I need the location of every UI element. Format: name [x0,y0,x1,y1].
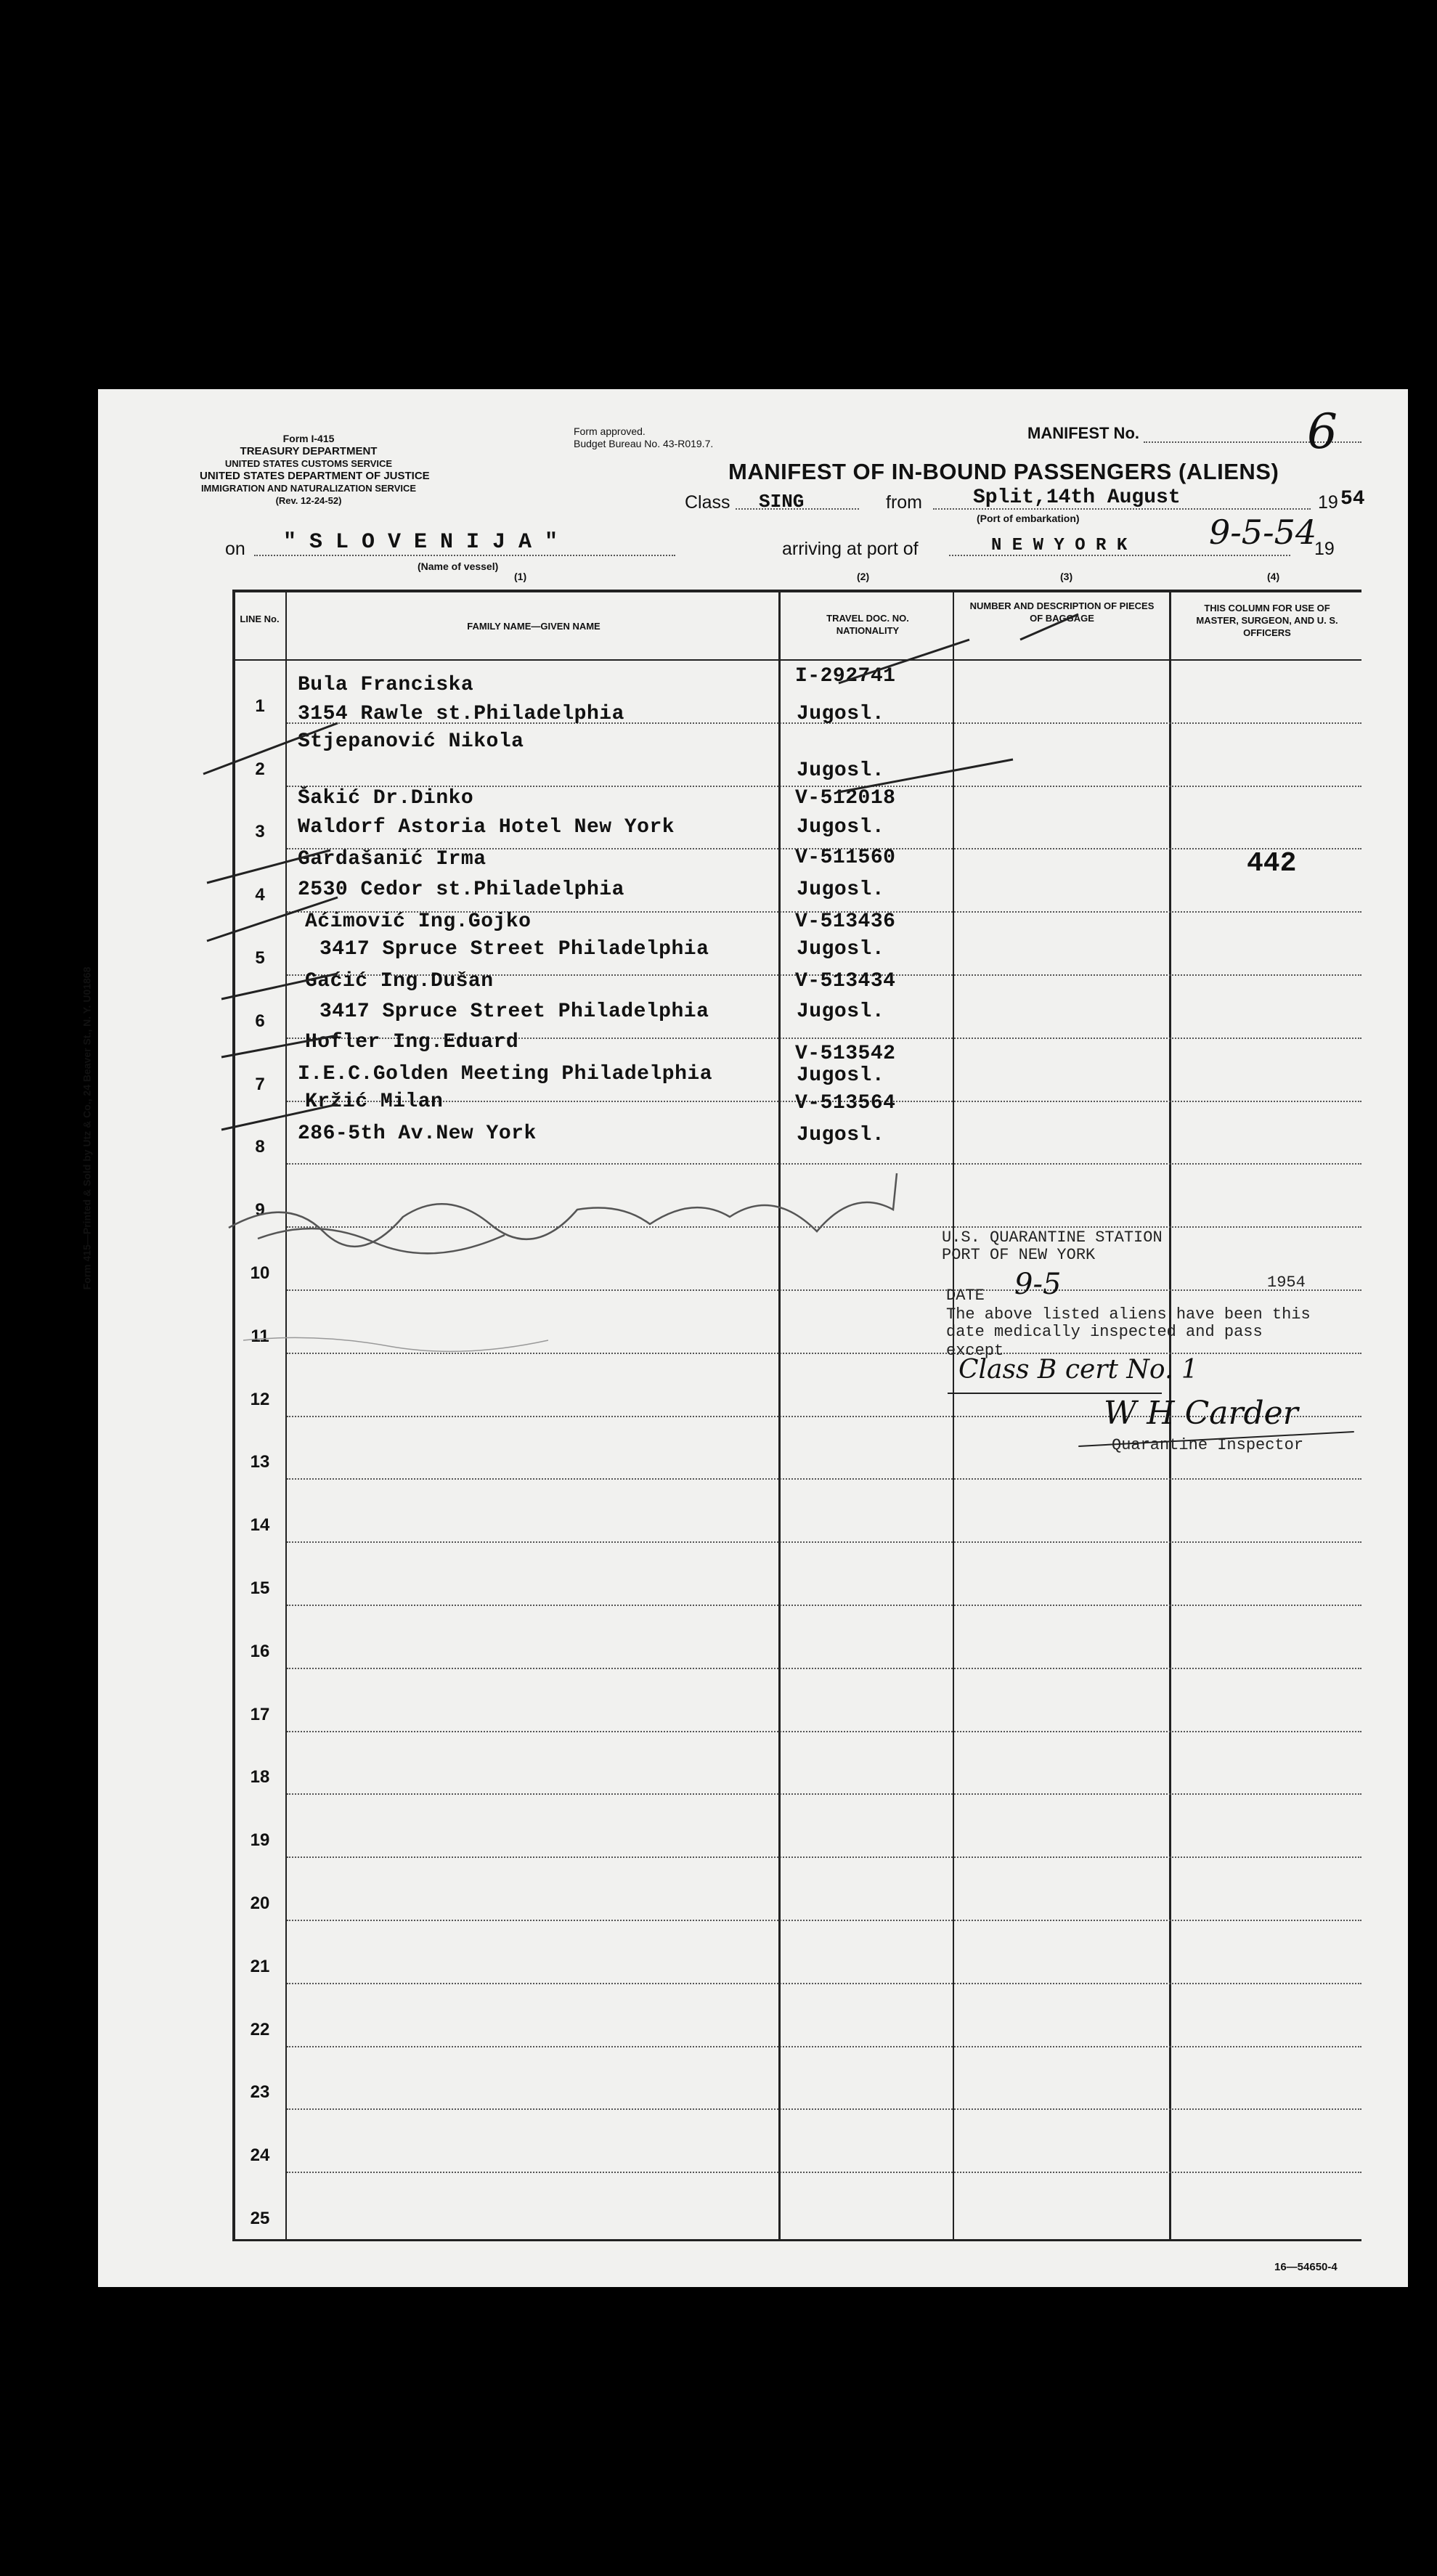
passenger-address: 3154 Rawle st.Philadelphia [298,703,624,725]
travel-doc-number: V-511560 [795,847,896,869]
nationality: Jugosl. [797,816,885,839]
passenger-address: 2530 Cedor st.Philadelphia [298,879,624,901]
revision: (Rev. 12-24-52) [275,495,342,506]
budget-bureau: Budget Bureau No. 43-R019.7. [574,438,714,449]
line-number: 12 [250,1389,270,1409]
passenger-name: Aćimović Ing.Gojko [305,910,532,933]
passenger-name: Bula Franciska [298,674,474,696]
ins-name: IMMIGRATION AND NATURALIZATION SERVICE [200,483,417,494]
line-number: 21 [250,1956,270,1976]
col-header-line: LINE No. [240,614,280,624]
line-number: 1 [255,696,265,716]
col-header-baggage: NUMBER AND DESCRIPTION OF PIECES OF BAGGAGE [969,600,1155,624]
line-number: 8 [255,1137,265,1157]
col-header-officers: THIS COLUMN FOR USE OF MASTER, SURGEON, AND U. S. OFFICERS [1196,603,1338,638]
passenger-address: 3417 Spruce Street Philadelphia [319,938,709,961]
footer-code: 16—54650-4 [1274,2261,1338,2273]
passenger-name: Šakić Dr.Dinko [298,787,474,810]
stamp-note: Class B cert No. 1 [958,1355,1198,1385]
nationality: Jugosl. [797,879,885,901]
manifest-sheet [81,389,1408,2287]
passenger-address: Waldorf Astoria Hotel New York [298,816,675,839]
nationality: Jugosl. [797,1064,885,1087]
col-marker-2: (2) [857,571,870,582]
nationality: Jugosl. [797,703,885,725]
embark-caption: (Port of embarkation) [977,513,1080,524]
arriving-label: arriving at port of [782,539,919,559]
passenger-name: Gardašanić Irma [298,848,487,871]
arrival-date: 9-5-54 [1209,513,1317,552]
form-number: Form I-415 [282,433,335,444]
stamp-line-3: The above listed aliens have been this [946,1305,1311,1324]
line-number: 3 [255,822,265,842]
passenger-name: Stjepanović Nikola [298,730,524,753]
line-number: 4 [255,885,265,905]
customs-name: UNITED STATES CUSTOMS SERVICE [224,458,393,469]
class-label: Class [685,492,730,513]
handwritten-strokes [98,389,1408,2287]
stamp-date-label: DATE [946,1287,985,1305]
line-number: 20 [250,1894,270,1913]
line-number: 13 [250,1452,270,1472]
line-number: 14 [250,1515,270,1536]
line-number: 16 [250,1641,270,1661]
stamp-line-4: date medically inspected and pass [946,1323,1263,1341]
vessel-caption: (Name of vessel) [418,561,499,572]
col-marker-3: (3) [1060,571,1073,582]
stamp-inspector: Quarantine Inspector [1112,1436,1304,1454]
nationality: Jugosl. [797,938,885,961]
line-number: 18 [250,1767,270,1788]
on-label: on [225,539,245,559]
travel-doc-number: I-292741 [795,665,896,688]
line-number: 10 [250,1263,270,1283]
page-title: MANIFEST OF IN-BOUND PASSENGERS (ALIENS) [728,459,1279,484]
class-value: SING [759,491,805,513]
line-number: 19 [250,1830,270,1851]
stamp-line-1: U.S. QUARANTINE STATION [942,1228,1163,1247]
line-number: 17 [250,1704,270,1724]
line-number: 11 [251,1326,269,1346]
travel-doc-number: V-512018 [795,787,896,810]
line-number: 7 [255,1074,265,1094]
line-number: 2 [255,759,265,779]
travel-doc-number: V-513564 [795,1092,896,1114]
passenger-name: Gaćić Ing.Dušan [305,970,494,993]
stamp-year: 1954 [1267,1273,1306,1292]
col-header-doc: TRAVEL DOC. NO. NATIONALITY [826,613,909,636]
vessel-name: " S L O V E N I J A " [283,530,558,555]
stamp-date-value: 9-5 [1014,1268,1062,1301]
col-marker-4: (4) [1267,571,1280,582]
passenger-address: 3417 Spruce Street Philadelphia [319,1000,709,1023]
nationality: Jugosl. [797,1124,885,1146]
manifest-no-value: 6 [1307,404,1338,460]
stamp-except: except [946,1342,1004,1360]
line-number: 9 [255,1200,265,1220]
nationality: Jugosl. [797,1000,885,1023]
nationality: Jugosl. [797,759,885,782]
travel-doc-number: V-513542 [795,1043,896,1065]
year-prefix: 19 [1318,492,1338,513]
year-value: 54 [1340,488,1365,510]
stamp-line-2: PORT OF NEW YORK [942,1246,1096,1264]
line-number: 15 [250,1578,270,1598]
passenger-name: Kržić Milan [305,1091,444,1113]
justice-name: UNITED STATES DEPARTMENT OF JUSTICE [200,470,430,482]
manifest-no-label: MANIFEST No. [1027,424,1139,442]
passenger-address: I.E.C.Golden Meeting Philadelphia [298,1063,712,1085]
form-approved: Form approved. [574,425,646,437]
line-number: 23 [250,2082,270,2103]
inspector-signature: W H Carder [1104,1395,1298,1432]
officer-note: 442 [1247,848,1297,879]
dept-name: TREASURY DEPARTMENT [240,445,378,457]
line-number: 22 [250,2019,270,2039]
arrival-port: N E W Y O R K [991,536,1128,555]
year2-prefix: 19 [1314,539,1335,559]
printer-imprint: Form 415—Printed & Sold by Utz & Co., 24 Beaver St., N. Y. U01868 [81,966,93,1290]
from-value: Split,14th August [973,486,1181,509]
line-number: 5 [255,948,265,968]
line-number: 24 [250,2145,270,2166]
passenger-address: 286-5th Av.New York [298,1122,537,1145]
line-number: 6 [255,1011,265,1031]
col-header-name: FAMILY NAME—GIVEN NAME [467,621,601,632]
line-number: 25 [250,2209,270,2228]
travel-doc-number: V-513436 [795,910,896,933]
col-marker-1: (1) [514,571,527,582]
passenger-name: Hofler Ing.Eduard [305,1031,519,1053]
travel-doc-number: V-513434 [795,970,896,993]
from-label: from [886,492,922,513]
